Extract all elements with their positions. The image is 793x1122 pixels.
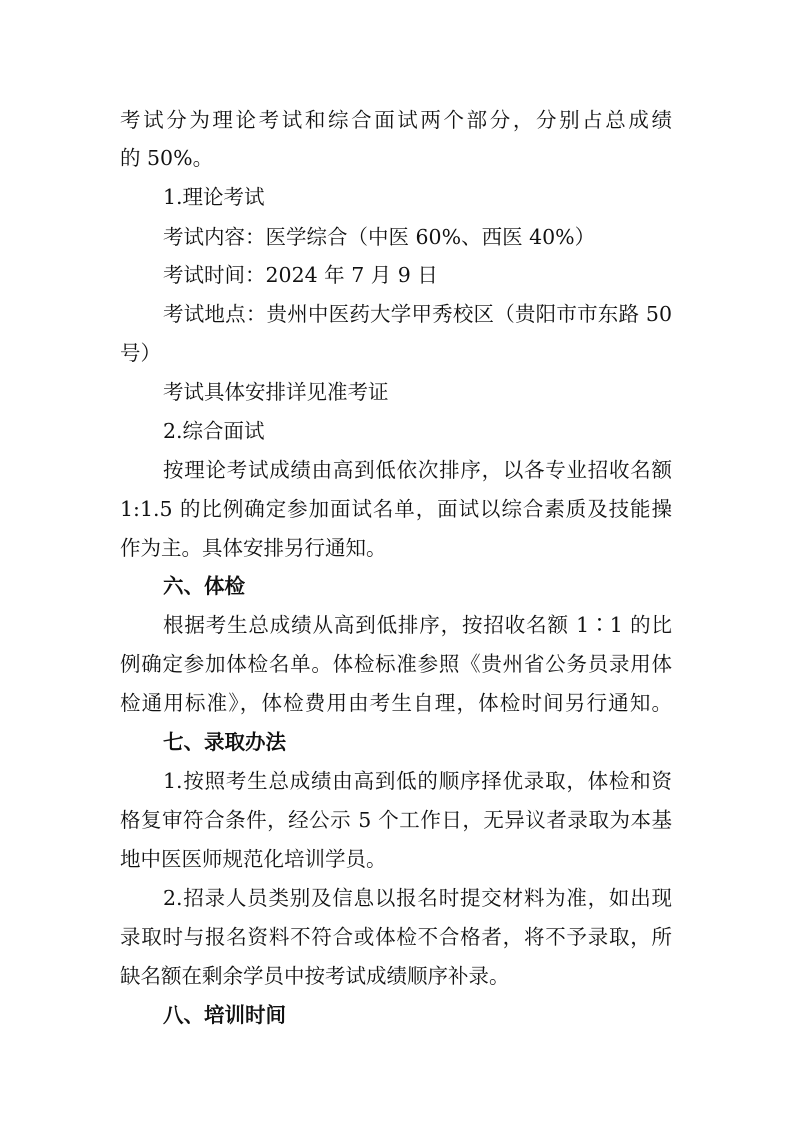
interview-line-1: 按理论考试成绩由高到低依次排序，以各专业招收名额 [163,458,672,482]
training-time-heading: 八、培训时间 [163,1003,286,1027]
physical-exam-line-2: 例确定参加体检名单。体检标准参照《贵州省公务员录用体 [120,652,672,676]
theory-exam-location-line-1: 考试地点：贵州中医药大学甲秀校区（贵阳市市东路 50 [163,302,672,326]
admission-item2-line-1: 2.招录人员类别及信息以报名时提交材料为准，如出现 [163,886,672,910]
theory-exam-arrangement: 考试具体安排详见准考证 [163,380,389,404]
admission-item1-line-1: 1.按照考生总成绩由高到低的顺序择优录取，体检和资 [163,769,672,793]
exam-intro-line-1: 考试分为理论考试和综合面试两个部分，分别占总成绩 [120,108,672,132]
physical-exam-line-3: 检通用标准》，体检费用由考生自理，体检时间另行通知。 [120,691,672,715]
theory-exam-title: 1.理论考试 [163,185,265,209]
theory-exam-content: 考试内容：医学综合（中医 60%、西医 40%） [163,225,596,249]
admission-item1-line-2: 格复审符合条件，经公示 5 个工作日，无异议者录取为本基 [120,808,672,832]
exam-intro-line-2: 的 50%。 [120,146,214,170]
interview-line-2: 1:1.5 的比例确定参加面试名单，面试以综合素质及技能操 [120,497,672,521]
physical-exam-heading: 六、体检 [163,574,245,598]
admission-item2-line-3: 缺名额在剩余学员中按考试成绩顺序补录。 [120,964,510,988]
admission-item2-line-2: 录取时与报名资料不符合或体检不合格者，将不予录取，所 [120,925,672,949]
theory-exam-time: 考试时间：2024 年 7 月 9 日 [163,263,438,287]
admission-item1-line-3: 地中医医师规范化培训学员。 [120,847,387,871]
interview-line-3: 作为主。具体安排另行通知。 [120,536,387,560]
interview-title: 2.综合面试 [163,419,265,443]
theory-exam-location-line-2: 号） [120,341,161,365]
physical-exam-line-1: 根据考生总成绩从高到低排序，按招收名额 1∶1 的比 [163,613,672,637]
admission-heading: 七、录取办法 [163,730,286,754]
